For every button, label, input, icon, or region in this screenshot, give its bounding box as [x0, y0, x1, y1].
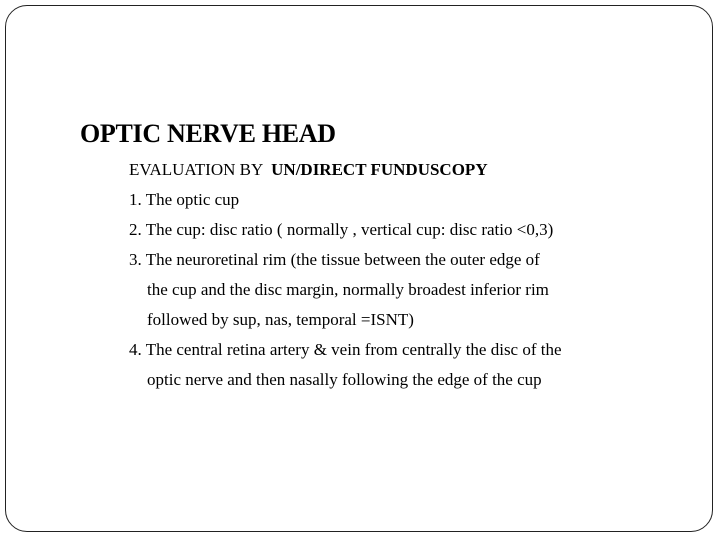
subtitle	[129, 155, 689, 185]
slide-body	[129, 155, 689, 395]
list-item-continuation: the cup and the disc margin, normally broadest inferior rim	[147, 280, 549, 299]
slide-title: OPTIC NERVE HEAD	[80, 119, 336, 148]
list-item: 3. The neuroretinal rim (the tissue between the outer edge of	[129, 250, 540, 269]
list-item-continuation: optic nerve and then nasally following the edge of the cup	[147, 370, 542, 389]
subtitle-plain: EVALUATION BY	[129, 160, 272, 179]
list-item: 1. The optic cup	[129, 190, 240, 209]
list-item: 2. The cup: disc ratio ( normally , vertical cup: disc ratio <0,3)	[129, 220, 554, 239]
list-item-continuation: followed by sup, nas, temporal =ISNT)	[147, 310, 414, 329]
list-item: 4. The central retina artery & vein from centrally the disc of the	[129, 340, 562, 359]
subtitle-bold: UN/DIRECT FUNDUSCOPY	[271, 160, 488, 179]
